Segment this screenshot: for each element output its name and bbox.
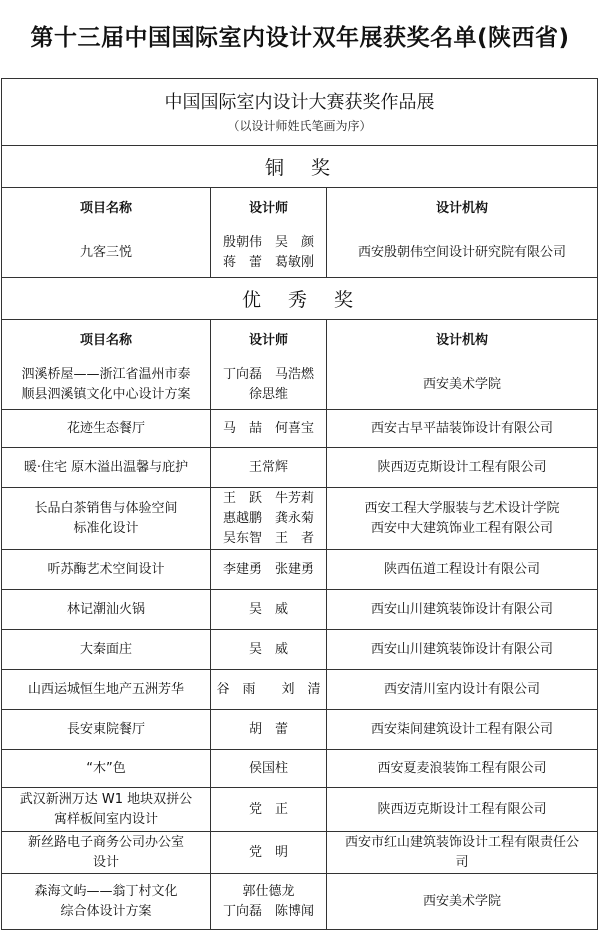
page-title: 第十三届中国国际室内设计双年展获奖名单(陕西省) <box>30 24 570 51</box>
project-name-line: 寓样板间室内设计 <box>53 811 158 827</box>
designer-names <box>211 874 327 929</box>
design-org-line: 陕西迈克斯设计工程有限公司 <box>377 459 547 475</box>
design-org-line: 西安山川建筑装饰设计有限公司 <box>370 641 553 657</box>
designer-names-line: 惠越鹏 龚永菊 <box>222 510 314 526</box>
project-name-line: 标准化设计 <box>73 520 139 536</box>
designer-names-line: 王常辉 <box>248 459 288 475</box>
project-name <box>2 710 211 749</box>
table-row <box>2 487 597 549</box>
project-name <box>2 448 211 487</box>
design-org <box>327 750 597 787</box>
project-name <box>2 488 211 549</box>
design-org <box>327 448 597 487</box>
designer-names-line: 吴 威 <box>248 601 288 617</box>
project-name-line: 泗溪桥屋——浙江省温州市泰 <box>21 367 191 382</box>
design-org <box>327 874 597 929</box>
header-project: 项目名称 <box>2 320 211 361</box>
project-name-line: 综合体设计方案 <box>60 903 152 919</box>
designer-names-line: 马 喆 何喜宝 <box>222 420 314 436</box>
design-org <box>327 590 597 629</box>
design-org-line: 西安工程大学服装与艺术设计学院 <box>364 500 560 516</box>
designer-names <box>211 229 327 277</box>
design-org <box>327 832 597 873</box>
designer-names-line: 蒋 蕾 葛敏刚 <box>222 255 314 270</box>
table-row <box>2 549 597 589</box>
project-name <box>2 788 211 831</box>
project-name <box>2 874 211 929</box>
project-name <box>2 750 211 787</box>
excellence-section-title: 优 秀 奖 <box>2 277 597 319</box>
designer-names-line: 丁向磊 马浩燃 <box>222 367 314 382</box>
designer-names <box>211 750 327 787</box>
awards-table <box>1 78 598 930</box>
exhibition-banner <box>2 79 597 145</box>
table-row <box>2 409 597 447</box>
design-org <box>327 630 597 669</box>
designer-names-line: 党 正 <box>248 801 288 817</box>
project-name <box>2 590 211 629</box>
bronze-header-row <box>2 187 597 229</box>
exhibition-title: 中国国际室内设计大赛获奖作品展 <box>164 92 435 113</box>
design-org <box>327 788 597 831</box>
table-row <box>2 709 597 749</box>
design-org <box>327 229 597 277</box>
project-name-line: 设计 <box>92 854 119 870</box>
designer-names <box>211 670 327 709</box>
excellence-header-row <box>2 319 597 361</box>
designer-names-line: 党 明 <box>248 844 288 860</box>
exhibition-subtitle: （以设计师姓氏笔画为序） <box>227 119 372 133</box>
project-name <box>2 229 211 277</box>
project-name-line: 長安東院餐厅 <box>66 721 145 737</box>
designer-names-line: 吴 威 <box>248 641 288 657</box>
design-org-line: 西安柒间建筑设计工程有限公司 <box>370 721 553 737</box>
project-name-line: 大秦面庄 <box>79 641 132 657</box>
project-name <box>2 550 211 589</box>
design-org-line: 西安殷朝伟空间设计研究院有限公司 <box>357 245 566 260</box>
design-org <box>327 550 597 589</box>
design-org <box>327 670 597 709</box>
designer-names <box>211 550 327 589</box>
design-org-line: 陕西迈克斯设计工程有限公司 <box>377 801 547 817</box>
project-name-line: 长品白茶销售与体验空间 <box>34 500 178 516</box>
designer-names <box>211 832 327 873</box>
table-row <box>2 447 597 487</box>
project-name-line: 顺县泗溪镇文化中心设计方案 <box>21 387 191 402</box>
design-org-line: 西安山川建筑装饰设计有限公司 <box>370 601 553 617</box>
table-row <box>2 629 597 669</box>
design-org-line: 西安古早平喆装饰设计有限公司 <box>370 420 553 436</box>
designer-names <box>211 590 327 629</box>
project-name-line: 暖·住宅 原木溢出温馨与庇护 <box>23 459 189 475</box>
project-name-line: 林记潮汕火锅 <box>66 601 145 617</box>
design-org-line: 西安夏麦浪装饰工程有限公司 <box>377 760 547 776</box>
project-name-line: 森海文屿——翁丁村文化 <box>34 883 178 899</box>
design-org <box>327 361 597 409</box>
designer-names <box>211 448 327 487</box>
design-org <box>327 488 597 549</box>
header-project: 项目名称 <box>2 188 211 229</box>
project-name <box>2 630 211 669</box>
project-name <box>2 832 211 873</box>
designer-names <box>211 788 327 831</box>
designer-names-line: 郭仕德龙 <box>242 883 295 899</box>
bronze-rows <box>2 229 597 277</box>
table-row <box>2 361 597 409</box>
table-row <box>2 787 597 831</box>
designer-names-line: 侯国柱 <box>248 760 288 776</box>
header-org: 设计机构 <box>435 200 488 216</box>
bronze-section-title: 铜 奖 <box>2 145 597 187</box>
project-name-line: 九客三悦 <box>79 245 132 260</box>
header-designer: 设计师 <box>211 320 327 361</box>
designer-names <box>211 361 327 409</box>
designer-names <box>211 488 327 549</box>
table-row <box>2 229 597 277</box>
design-org-line: 西安清川室内设计有限公司 <box>383 681 540 697</box>
design-org-line: 司 <box>455 854 469 870</box>
designer-names-line: 丁向磊 陈博闻 <box>222 903 314 919</box>
design-org-line: 西安市红山建筑装饰设计工程有限责任公 <box>344 834 579 850</box>
designer-names <box>211 410 327 447</box>
project-name <box>2 670 211 709</box>
excellence-rows <box>2 361 597 929</box>
designer-names-line: 吴东智 王 者 <box>222 530 314 546</box>
table-row <box>2 831 597 873</box>
project-name-line: “木”色 <box>86 760 126 776</box>
design-org <box>327 710 597 749</box>
project-name-line: 听苏酶艺术空间设计 <box>47 561 165 577</box>
project-name-line: 武汉新洲万达 W1 地块双拼公 <box>19 791 193 807</box>
project-name <box>2 361 211 409</box>
table-row <box>2 749 597 787</box>
project-name-line: 花迹生态餐厅 <box>66 420 145 436</box>
project-name-line: 山西运城恒生地产五洲芳华 <box>27 681 184 697</box>
header-org: 设计机构 <box>435 332 488 348</box>
design-org-line: 西安中大建筑饰业工程有限公司 <box>370 520 553 536</box>
header-designer: 设计师 <box>211 188 327 229</box>
design-org-line: 西安美术学院 <box>422 893 501 909</box>
table-row <box>2 669 597 709</box>
design-org-line: 陕西伍道工程设计有限公司 <box>383 561 540 577</box>
designer-names-line: 王 跃 牛芳莉 <box>222 490 314 506</box>
designer-names-line: 谷 雨 刘 清 <box>216 681 321 697</box>
project-name <box>2 410 211 447</box>
design-org-line: 西安美术学院 <box>422 377 501 392</box>
designer-names <box>211 710 327 749</box>
designer-names-line: 殷朝伟 吴 颜 <box>222 235 314 250</box>
table-row <box>2 873 597 929</box>
designer-names-line: 徐思维 <box>248 387 288 402</box>
designer-names-line: 李建勇 张建勇 <box>222 561 314 577</box>
designer-names-line: 胡 蕾 <box>248 721 288 737</box>
table-row <box>2 589 597 629</box>
project-name-line: 新丝路电子商务公司办公室 <box>27 834 184 850</box>
designer-names <box>211 630 327 669</box>
design-org <box>327 410 597 447</box>
